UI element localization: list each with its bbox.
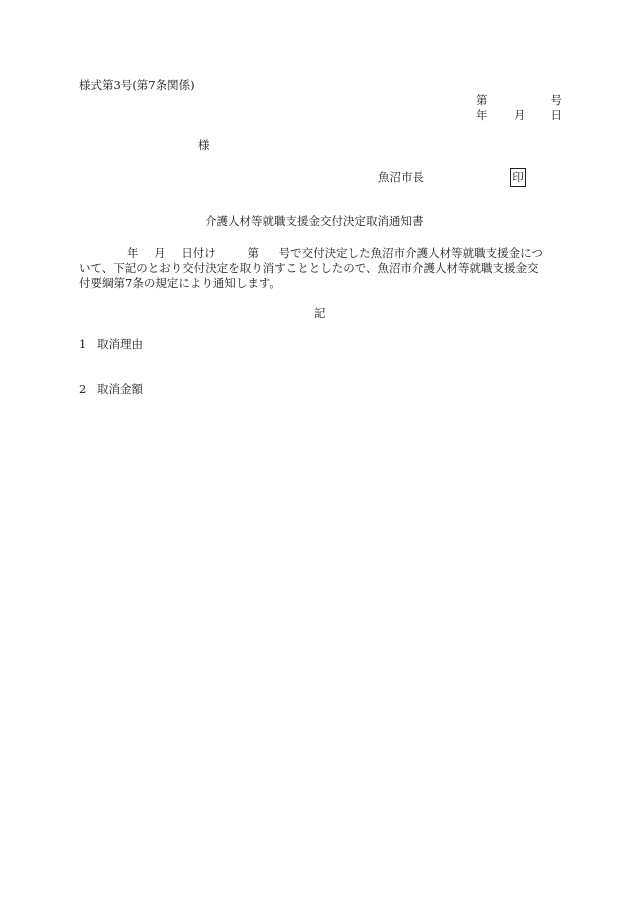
body-year-unit: 年 (127, 246, 139, 260)
item-number: 1 (79, 337, 87, 351)
seal-label: 印 (512, 169, 524, 184)
ki-heading: 記 (314, 306, 326, 320)
body-line-3: 付要綱第7条の規定により通知します。 (79, 276, 281, 290)
item-number: 2 (79, 382, 87, 396)
document-number (476, 95, 562, 109)
body-month-unit: 月 (154, 246, 166, 260)
item-label: 取消金額 (97, 382, 143, 396)
issue-date (476, 110, 562, 124)
document-number-suffix: 号 (550, 93, 562, 107)
item-cancel-amount (79, 384, 143, 396)
item-cancel-reason (79, 339, 143, 351)
form-number: 様式第3号(第7条関係) (79, 78, 195, 92)
addressee-suffix: 様 (198, 138, 210, 152)
body-day-unit: 日付け (181, 246, 216, 260)
seal-box (510, 168, 526, 187)
date-year-label: 年 (476, 108, 488, 122)
body-line1-rest: 号で交付決定した魚沼市介護人材等就職支援金につ (278, 246, 543, 260)
document-number-prefix: 第 (476, 93, 488, 107)
issuer-name: 魚沼市長 (378, 170, 424, 184)
body-paragraph (79, 246, 563, 291)
item-label: 取消理由 (97, 337, 143, 351)
document-title: 介護人材等就職支援金交付決定取消通知書 (205, 214, 424, 228)
body-no-prefix: 第 (247, 246, 259, 260)
date-day-label: 日 (550, 108, 562, 122)
body-line-2: いて、下記のとおり交付決定を取り消すこととしたので、魚沼市介護人材等就職支援金交 (79, 261, 539, 275)
body-line-1 (79, 246, 563, 261)
date-month-label: 月 (514, 108, 526, 122)
